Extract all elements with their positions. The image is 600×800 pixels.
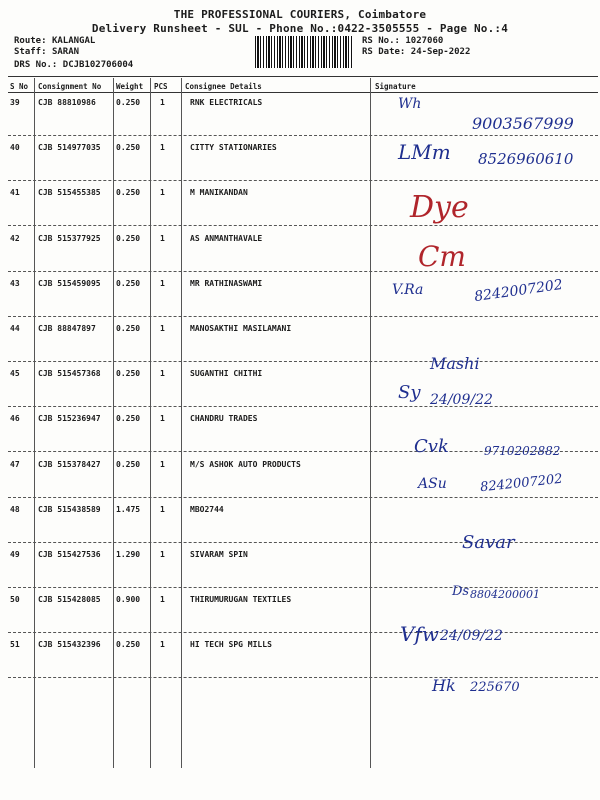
staff-field — [14, 47, 79, 57]
row-consignee: THIRUMURUGAN TEXTILES — [190, 595, 292, 605]
row-sno: 45 — [10, 369, 20, 379]
column-header-consignment: Consignment No — [38, 82, 102, 91]
row-sno: 51 — [10, 640, 20, 650]
column-header-consignee: Consignee Details — [185, 82, 262, 91]
column-header-sno: S No — [10, 82, 29, 91]
table-top-border — [8, 76, 598, 77]
signature-row-45: Sy — [398, 382, 421, 403]
column-header-signature: Signature — [375, 82, 416, 91]
row-weight: 0.250 — [116, 369, 141, 379]
runsheet-subtitle: Delivery Runsheet - SUL - Phone No.:0422-3505555 - Page No.:4 — [91, 22, 509, 35]
row-pcs: 1 — [160, 188, 165, 198]
row-weight: 0.250 — [116, 98, 141, 107]
row-consignee: M/S ASHOK AUTO PRODUCTS — [190, 459, 301, 469]
rs-date-value: 24-Sep-2022 — [410, 47, 471, 57]
signature-row-50: Vfw — [400, 622, 439, 646]
row-consignee: MBO2744 — [190, 504, 224, 514]
signature-row-49: Ds — [452, 584, 470, 599]
column-divider — [113, 78, 114, 768]
row-divider — [8, 677, 598, 678]
route-label: Route: — [14, 36, 47, 46]
row-weight: 1.290 — [116, 550, 141, 559]
handwritten-phone: 9710202882 — [484, 444, 561, 458]
row-sno: 50 — [10, 595, 20, 605]
row-weight: 0.250 — [116, 188, 141, 198]
row-consignment-no: CJB 515432396 — [38, 640, 101, 650]
row-pcs: 1 — [160, 278, 165, 288]
rs-date-field — [362, 47, 470, 57]
row-consignee: AS ANMANTHAVALE — [190, 233, 263, 243]
row-divider — [8, 632, 598, 633]
rs-no-label: RS No.: — [362, 36, 400, 46]
row-consignee: MANOSAKTHI MASILAMANI — [190, 324, 292, 333]
row-sno: 49 — [10, 550, 20, 559]
rs-no-field — [362, 36, 443, 46]
row-consignment-no: CJB 515378427 — [38, 459, 101, 469]
row-pcs: 1 — [160, 414, 165, 424]
row-consignee: MR RATHINASWAMI — [190, 278, 263, 288]
row-consignment-no: CJB 515457368 — [38, 369, 101, 379]
signature-row-46: Cvk — [414, 436, 449, 457]
row-weight: 0.250 — [116, 324, 141, 333]
drs-value: DCJB102706004 — [62, 60, 134, 70]
handwritten-phone: 8242007202 — [479, 471, 564, 496]
handwritten-date: 24/09/22 — [440, 628, 503, 644]
column-divider — [370, 78, 371, 768]
row-pcs: 1 — [160, 640, 165, 650]
staff-label: Staff: — [14, 47, 47, 57]
row-consignment-no: CJB 515438589 — [38, 504, 101, 514]
handwritten-phone: 8804200001 — [470, 588, 540, 601]
row-sno: 42 — [10, 233, 20, 243]
row-pcs: 1 — [160, 98, 165, 107]
row-consignee: M MANIKANDAN — [190, 188, 248, 198]
row-consignment-no: CJB 515428085 — [38, 595, 101, 605]
row-consignee: CITTY STATIONARIES — [190, 143, 277, 153]
row-pcs: 1 — [160, 369, 165, 379]
table-header-border — [8, 92, 598, 93]
staff-value: SARAN — [51, 47, 80, 57]
handwritten-phone: 8242007202 — [473, 276, 564, 306]
row-pcs: 1 — [160, 550, 165, 559]
column-divider — [34, 78, 35, 768]
row-consignment-no: CJB 515459095 — [38, 278, 101, 288]
row-weight: 0.250 — [116, 233, 141, 243]
rs-date-label: RS Date: — [362, 47, 406, 57]
row-weight: 0.250 — [116, 414, 141, 424]
row-pcs: 1 — [160, 595, 165, 605]
handwritten-phone: 8526960610 — [478, 150, 574, 168]
signature-row-40: LMm — [398, 140, 451, 164]
row-pcs: 1 — [160, 504, 165, 514]
row-weight: 0.250 — [116, 459, 141, 469]
row-weight: 1.475 — [116, 504, 141, 514]
row-divider — [8, 180, 598, 181]
route-field — [14, 36, 95, 46]
drs-label: DRS No.: — [14, 60, 58, 70]
row-consignment-no: CJB 88847897 — [38, 324, 96, 333]
row-pcs: 1 — [160, 324, 165, 333]
signature-row-43: V.Ra — [392, 282, 424, 298]
signature-row-47: ASu — [418, 476, 447, 492]
row-pcs: 1 — [160, 459, 165, 469]
row-consignment-no: CJB 514977035 — [38, 143, 101, 153]
row-sno: 48 — [10, 504, 20, 514]
row-consignment-no: CJB 515455385 — [38, 188, 101, 198]
row-sno: 41 — [10, 188, 20, 198]
row-sno: 43 — [10, 278, 20, 288]
handwritten-phone: 9003567999 — [472, 114, 574, 133]
column-header-pcs: PCS — [154, 82, 168, 91]
row-consignee: SIVARAM SPIN — [190, 550, 248, 559]
row-pcs: 1 — [160, 233, 165, 243]
row-consignee: RNK ELECTRICALS — [190, 98, 263, 107]
row-weight: 0.250 — [116, 640, 141, 650]
barcode — [255, 36, 353, 68]
row-sno: 39 — [10, 98, 20, 107]
row-weight: 0.900 — [116, 595, 141, 605]
row-consignment-no: CJB 515236947 — [38, 414, 101, 424]
row-consignment-no: CJB 515377925 — [38, 233, 101, 243]
row-sno: 40 — [10, 143, 20, 153]
row-pcs: 1 — [160, 143, 165, 153]
row-weight: 0.250 — [116, 278, 141, 288]
row-consignment-no: CJB 88810986 — [38, 98, 96, 107]
row-sno: 46 — [10, 414, 20, 424]
row-divider — [8, 225, 598, 226]
row-divider — [8, 361, 598, 362]
signature-row-44: Mashi — [430, 354, 480, 373]
signature-row-48: Savar — [462, 532, 515, 553]
row-consignment-no: CJB 515427536 — [38, 550, 101, 559]
company-title: THE PROFESSIONAL COURIERS, Coimbatore — [173, 8, 427, 21]
column-divider — [181, 78, 182, 768]
handwritten-date: 24/09/22 — [430, 392, 493, 408]
signature-row-51: Hk — [432, 676, 456, 695]
handwritten-number: 225670 — [470, 680, 520, 695]
signature-row-39: Wh — [398, 96, 422, 112]
rs-no-value: 1027060 — [405, 36, 444, 46]
drs-field — [14, 60, 133, 70]
route-value: KALANGAL — [51, 36, 96, 46]
row-sno: 47 — [10, 459, 20, 469]
row-sno: 44 — [10, 324, 20, 333]
row-divider — [8, 135, 598, 136]
row-consignee: HI TECH SPG MILLS — [190, 640, 272, 650]
signature-row-41: Dye — [410, 190, 469, 225]
row-consignee: CHANDRU TRADES — [190, 414, 258, 424]
row-divider — [8, 316, 598, 317]
row-consignee: SUGANTHI CHITHI — [190, 369, 263, 379]
row-divider — [8, 406, 598, 407]
signature-row-42: Cm — [418, 240, 466, 273]
row-divider — [8, 271, 598, 272]
column-divider — [150, 78, 151, 768]
row-weight: 0.250 — [116, 143, 141, 153]
row-divider — [8, 497, 598, 498]
column-header-weight: Weight — [116, 82, 144, 91]
